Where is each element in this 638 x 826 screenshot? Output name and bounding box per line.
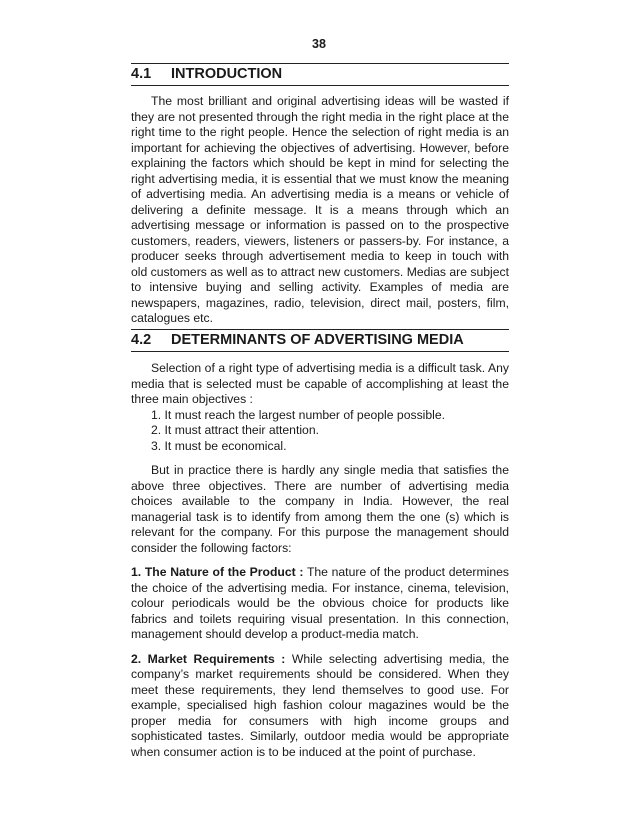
section-heading <box>131 330 509 352</box>
factor-text: The nature of the product determines the choice of the advertising media. For instance, cinema, television, colour periodicals would be the obvious choice for products like fabrics and toilets requiring visual presentation. In this connection, management should develop a product-media match. <box>131 565 509 641</box>
list-item: 2. It must attract their attention. <box>151 423 319 437</box>
list-item: 1. It must reach the largest number of people possible. <box>151 407 446 422</box>
section-heading <box>131 64 509 86</box>
section-determinants <box>131 329 509 760</box>
section-title: INTRODUCTION <box>171 66 283 82</box>
list-item: 3. It must be economical. <box>151 438 287 453</box>
section-introduction <box>131 63 509 327</box>
factor-nature-of-product <box>131 565 509 643</box>
page-number: 38 <box>312 37 326 51</box>
practice-paragraph: But in practice there is hardly any single media that satisfies the above three objectives. There are number of advertising media choices available to the company in India. However, the real managerial task is to identify from among them the one (s) which is relevant for the company. For this purpose the management should consider the following factors: <box>131 463 509 555</box>
intro-paragraph: The most brilliant and original advertising ideas will be wasted if they are not presented through the right media in the right place at the right time to the right people. Hence the selection of right media is an important for achieving the objectives of advertising. However, before explaining the factors which should be kept in mind for selecting the right advertising media, it is essential that we must know the meaning of advertising media. An advertising media is a means or vehicle of delivering a definite message. It is a means through which an advertising message or information is passed on to the prospective customers, readers, viewers, listeners or passers-by. For instance, a producer seeks through advertisement media to keep in touch with old customers as well as to attract new customers. Medias are subject to intensive buying and selling activity. Examples of media are newspapers, magazines, radio, television, direct mail, posters, film, catalogues etc. <box>131 94 509 325</box>
section-number: 4.2 <box>131 332 152 348</box>
section-title: DETERMINANTS OF ADVERTISING MEDIA <box>171 332 464 348</box>
factor-market-requirements <box>131 652 509 761</box>
objectives-list <box>131 408 509 455</box>
section-number: 4.1 <box>131 66 152 82</box>
determinants-intro: Selection of a right type of advertising media is a difficult task. Any media that is selected must be capable of accomplishing at least the three main objectives : <box>131 361 509 406</box>
factor-title: 1. The Nature of the Product : <box>131 565 304 579</box>
factor-title: 2. Market Requirements : <box>131 651 286 666</box>
factor-text: While selecting advertising media, the company’s market requirements should be considered. When they meet these requirements, they lend themselves to good use. For example, specialised high fashion colour magazines would be the proper media for consumers with high income groups and sophisticated tastes. Similarly, outdoor media would be appropriate when consumer action is to be induced at the point of purchase. <box>131 651 510 759</box>
